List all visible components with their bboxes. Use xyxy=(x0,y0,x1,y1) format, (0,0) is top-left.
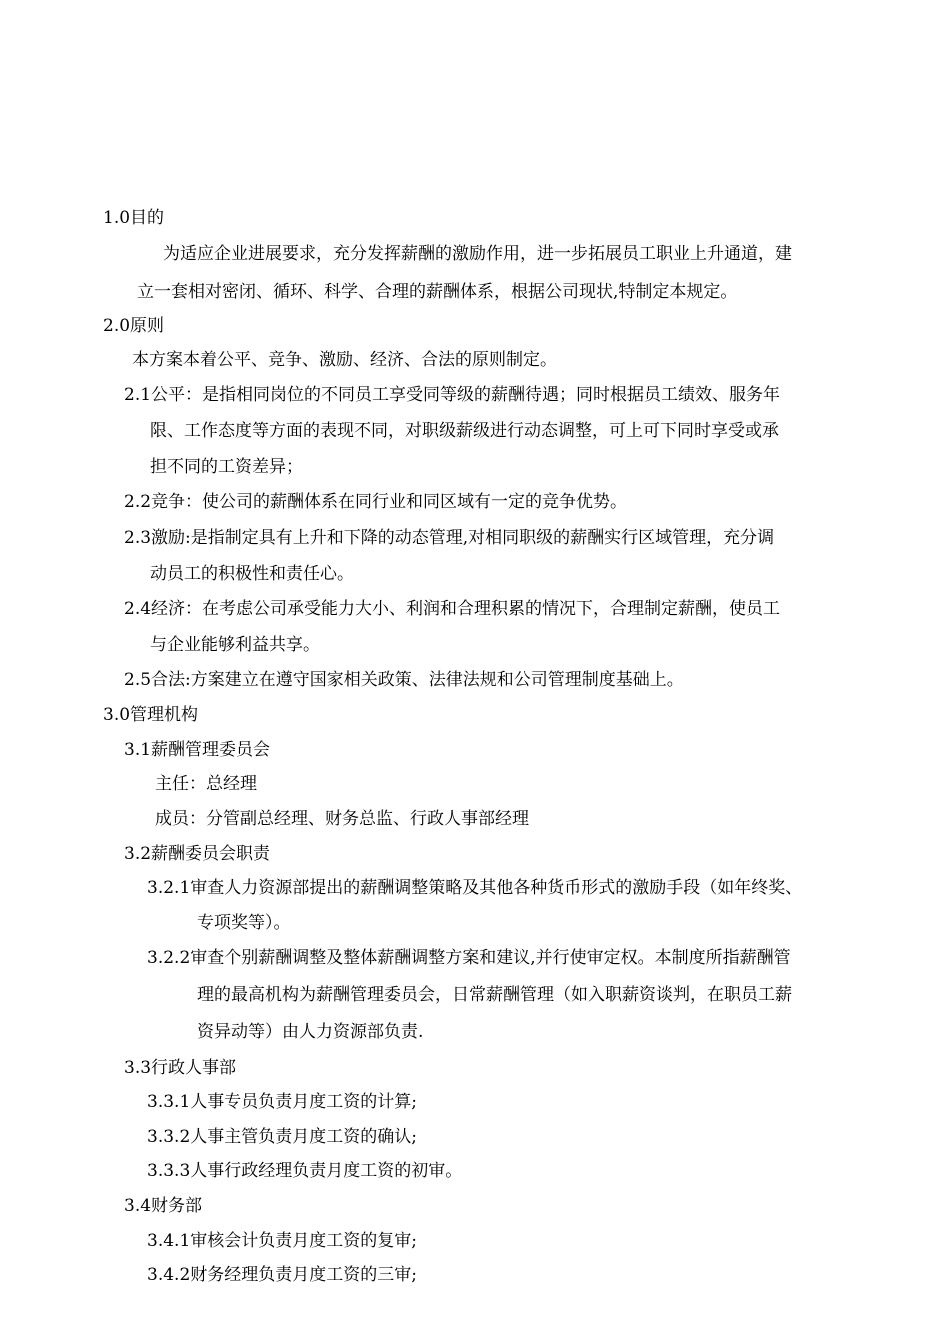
subsection-heading: 3.4财务部 xyxy=(124,1196,203,1216)
subsection-heading: 3.3行政人事部 xyxy=(124,1058,237,1078)
list-item-continuation: 担不同的工资差异； xyxy=(150,457,303,477)
section-heading: 1.0目的 xyxy=(103,208,165,228)
list-item: 2.1公平：是指相同岗位的不同员工享受同等级的薪酬待遇；同时根据员工绩效、服务年 xyxy=(124,385,781,405)
paragraph-line: 为适应企业进展要求，充分发挥薪酬的激励作用，进一步拓展员工职业上升通道，建 xyxy=(163,244,792,264)
section-heading: 2.0原则 xyxy=(103,316,165,336)
paragraph-line: 立一套相对密闭、循环、科学、合理的薪酬体系，根据公司现状,特制定本规定。 xyxy=(137,282,738,302)
paragraph-line: 本方案本着公平、竞争、激励、经济、合法的原则制定。 xyxy=(132,350,557,370)
list-item: 2.2竞争：使公司的薪酬体系在同行业和同区域有一定的竞争优势。 xyxy=(124,492,628,512)
list-item: 3.3.2人事主管负责月度工资的确认; xyxy=(147,1127,417,1147)
list-item-continuation: 与企业能够利益共享。 xyxy=(150,635,320,655)
list-item: 2.5合法:方案建立在遵守国家相关政策、法律法规和公司管理制度基础上。 xyxy=(124,670,684,690)
paragraph-line: 成员：分管副总经理、财务总监、行政人事部经理 xyxy=(155,809,529,829)
list-item: 3.4.2财务经理负责月度工资的三审; xyxy=(147,1265,417,1285)
list-item-continuation: 动员工的积极性和责任心。 xyxy=(150,564,354,584)
list-item: 3.2.2审查个别薪酬调整及整体薪酬调整方案和建议,并行使审定权。本制度所指薪酬管 xyxy=(147,948,791,968)
subsection-heading: 3.1薪酬管理委员会 xyxy=(124,740,271,760)
list-item-continuation: 专项奖等）。 xyxy=(197,913,291,933)
list-item-continuation: 限、工作态度等方面的表现不同，对职级薪级进行动态调整，可上可下同时享受或承 xyxy=(150,421,779,441)
list-item: 3.4.1审核会计负责月度工资的复审; xyxy=(147,1231,417,1251)
section-heading: 3.0管理机构 xyxy=(103,705,199,725)
list-item: 3.2.1审查人力资源部提出的薪酬调整策略及其他各种货币形式的激励手段（如年终奖、 xyxy=(147,878,803,898)
list-item: 3.3.1人事专员负责月度工资的计算; xyxy=(147,1092,417,1112)
subsection-heading: 3.2薪酬委员会职责 xyxy=(124,844,271,864)
list-item: 2.3激励:是指制定具有上升和下降的动态管理,对相同职级的薪酬实行区域管理，充分调 xyxy=(124,528,775,548)
list-item-continuation: 理的最高机构为薪酬管理委员会，日常薪酬管理（如入职薪资谈判，在职员工薪 xyxy=(197,985,792,1005)
list-item-continuation: 资异动等）由人力资源部负责. xyxy=(197,1022,424,1042)
paragraph-line: 主任：总经理 xyxy=(155,774,257,794)
list-item: 2.4经济：在考虑公司承受能力大小、利润和合理积累的情况下，合理制定薪酬，使员工 xyxy=(124,599,781,619)
list-item: 3.3.3人事行政经理负责月度工资的初审。 xyxy=(147,1161,463,1181)
